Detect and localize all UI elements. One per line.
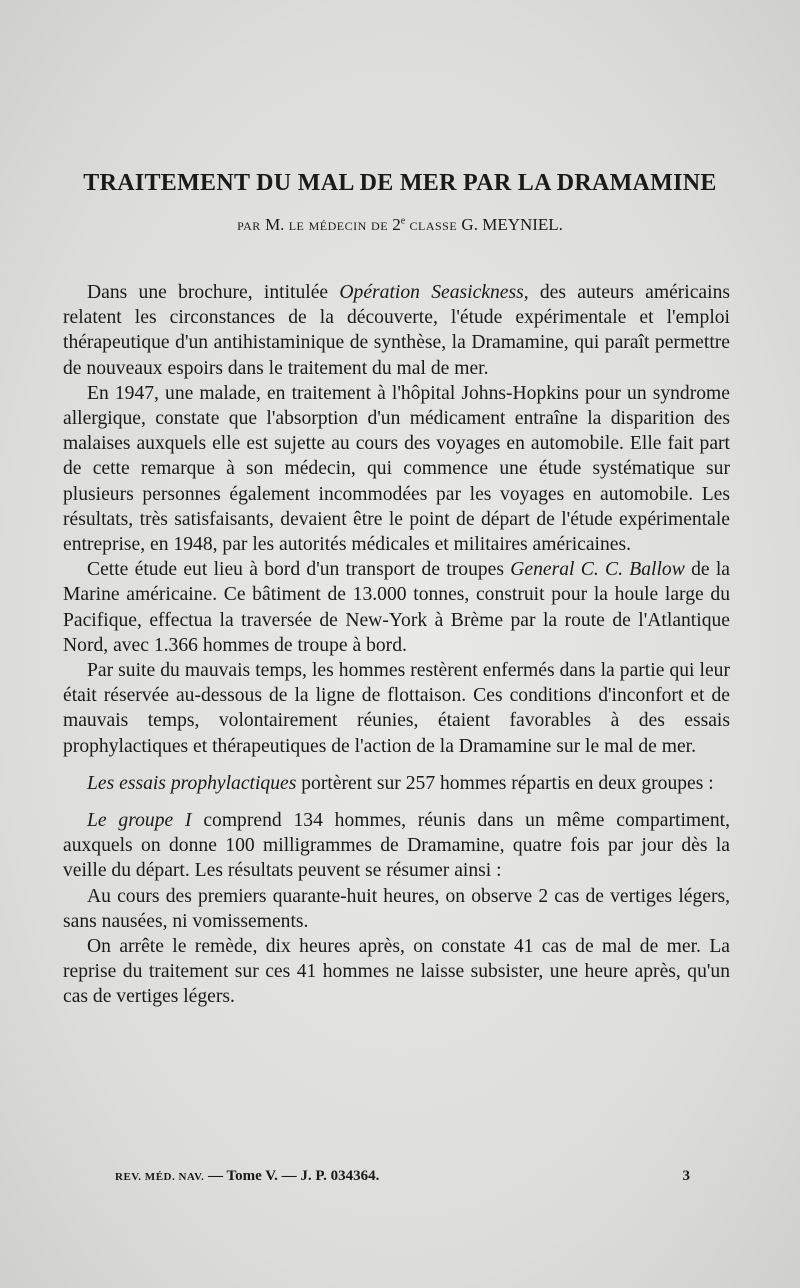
paragraph-3: Cette étude eut lieu à bord d'un transport de troupes General C. C. Ballow de la Marine américaine. Ce bâtiment de 13.000 tonnes, construit pour la houle large du Pacifique, effectua la traversée de New-York à Brème par la route de l'Atlantique Nord, avec 1.366 hommes de troupe à bord. bbox=[63, 559, 730, 656]
byline-classe: CLASSE bbox=[409, 219, 458, 233]
byline-medecin: MÉDECIN bbox=[308, 219, 367, 233]
byline-de: DE bbox=[371, 219, 389, 233]
paragraph-5: Les essais prophylactiques portèrent sur 257 hommes répartis en deux groupes : bbox=[87, 772, 714, 794]
group-label-italic: Le groupe I bbox=[87, 810, 192, 832]
article-body bbox=[63, 280, 730, 1010]
byline-le: LE bbox=[288, 219, 305, 233]
byline-rank: 2e bbox=[392, 215, 406, 234]
page-number: 3 bbox=[682, 1168, 690, 1184]
byline-par: PAR bbox=[237, 219, 261, 233]
paragraph-2: En 1947, une malade, en traitement à l'hôpital Johns-Hopkins pour un syndrome allergique, constate que l'absorption d'un médicament entraîne la disparition des malaises auxquels elle est sujette au cours des voyages en automobile. Elle fait part de cette remarque à son médecin, qui commence une étude systématique sur plusieurs personnes également incommodées par les voyages en automobile. Les résultats, très satisfaisants, devaient être le point de départ de l'étude expérimentale entreprise, en 1948, par les autorités médicales et militaires américaines. bbox=[63, 382, 730, 556]
paragraph-6: Le groupe I comprend 134 hommes, réunis dans un même compartiment, auxquels on donne 100 milligrammes de Dramamine, quatre fois par jour dès la veille du départ. Les résultats peuvent se résumer ainsi : bbox=[63, 810, 730, 882]
byline-author: G. MEYNIEL. bbox=[461, 215, 563, 234]
paragraph-7: Au cours des premiers quarante-huit heures, on observe 2 cas de vertiges légers, sans nausées, ni vomissements. bbox=[63, 885, 730, 932]
byline-m: M. bbox=[265, 215, 285, 234]
ship-name: General C. C. Ballow bbox=[510, 559, 685, 581]
footer-reference: REV. MÉD. NAV. — Tome V. — J. P. 034364. bbox=[115, 1168, 380, 1184]
paragraph-4: Par suite du mauvais temps, les hommes restèrent enfermés dans la partie qui leur était réservée au-dessous de la ligne de flottaison. Ces conditions d'inconfort et de mauvais temps, volontairement réunies, étaient favorables à des essais prophylactiques et thérapeutiques de l'action de la Dramamine sur le mal de mer. bbox=[63, 660, 730, 757]
italic-title: Opération Seasickness, bbox=[339, 282, 529, 303]
section-heading-italic: Les essais prophylactiques bbox=[87, 772, 297, 794]
article-title: TRAITEMENT DU MAL DE MER PAR LA DRAMAMINE bbox=[83, 170, 717, 196]
page-footer bbox=[115, 1168, 690, 1185]
author-byline bbox=[0, 215, 800, 235]
paragraph-8: On arrête le remède, dix heures après, on constate 41 cas de mal de mer. La reprise du traitement sur ces 41 hommes ne laisse subsister, une heure après, qu'un cas de vertiges légers. bbox=[63, 936, 730, 1008]
paragraph-1: Dans une brochure, intitulée Opération Seasickness, des auteurs américains relatent les circonstances de la découverte, l'étude expérimentale et l'emploi thérapeutique d'un antihistaminique de synthèse, la Dramamine, qui paraît permettre de nouveaux espoirs dans le traitement du mal de mer. bbox=[63, 282, 730, 379]
